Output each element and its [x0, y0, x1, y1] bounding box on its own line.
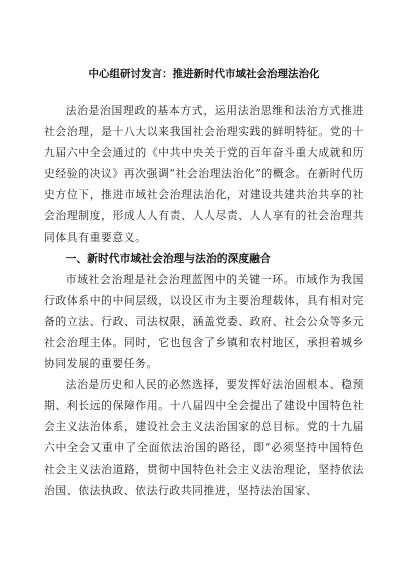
intro-paragraph: 法治是治国理政的基本方式，运用法治思维和法治方式推进社会治理，是十八大以来我国社会治理实践的鲜明特征。党的十九届六中全会通过的《中共中央关于党的百年奋斗重大成就和历史经验的决议》再次强调“社会治理法治化”的概念。在新时代历史方位下，推进市域社会治理法治化，对建设共建共治共享的社会治理制度，形成人人有责、人人尽责、人人享有的社会治理共同体具有重要意义。 [44, 104, 364, 244]
page-title: 中心组研讨发言：推进新时代市域社会治理法治化 [88, 68, 320, 80]
section-heading-1: 一、新时代市域社会治理与法治的深度融合 [65, 251, 271, 265]
section-1-paragraph-2: 法治是历史和人民的必然选择，要发挥好法治固根本、稳预期、利长远的保障作用。十八届四中全会提出了建设中国特色社会主义法治体系，建设社会主义法治国家的总目标。党的十九届六中全会又重申了全面依法治国的路径，即“必须坚持中国特色社会主义法治道路，贯彻中国特色社会主义法治理论，坚持依法治国、依法执政、依法行政共同推进，坚持法治国家、 [44, 378, 364, 497]
section-1-paragraph-1: 市域社会治理是社会治理蓝图中的关键一环。市域作为我国行政体系中的中间层级，以设区市为主要治理载体，具有相对完备的立法、行政、司法权限，涵盖党委、政府、社会公众等多元社会治理主体。同时，它也包含了乡镇和农村地区，承担着城乡协同发展的重要任务。 [44, 272, 364, 371]
